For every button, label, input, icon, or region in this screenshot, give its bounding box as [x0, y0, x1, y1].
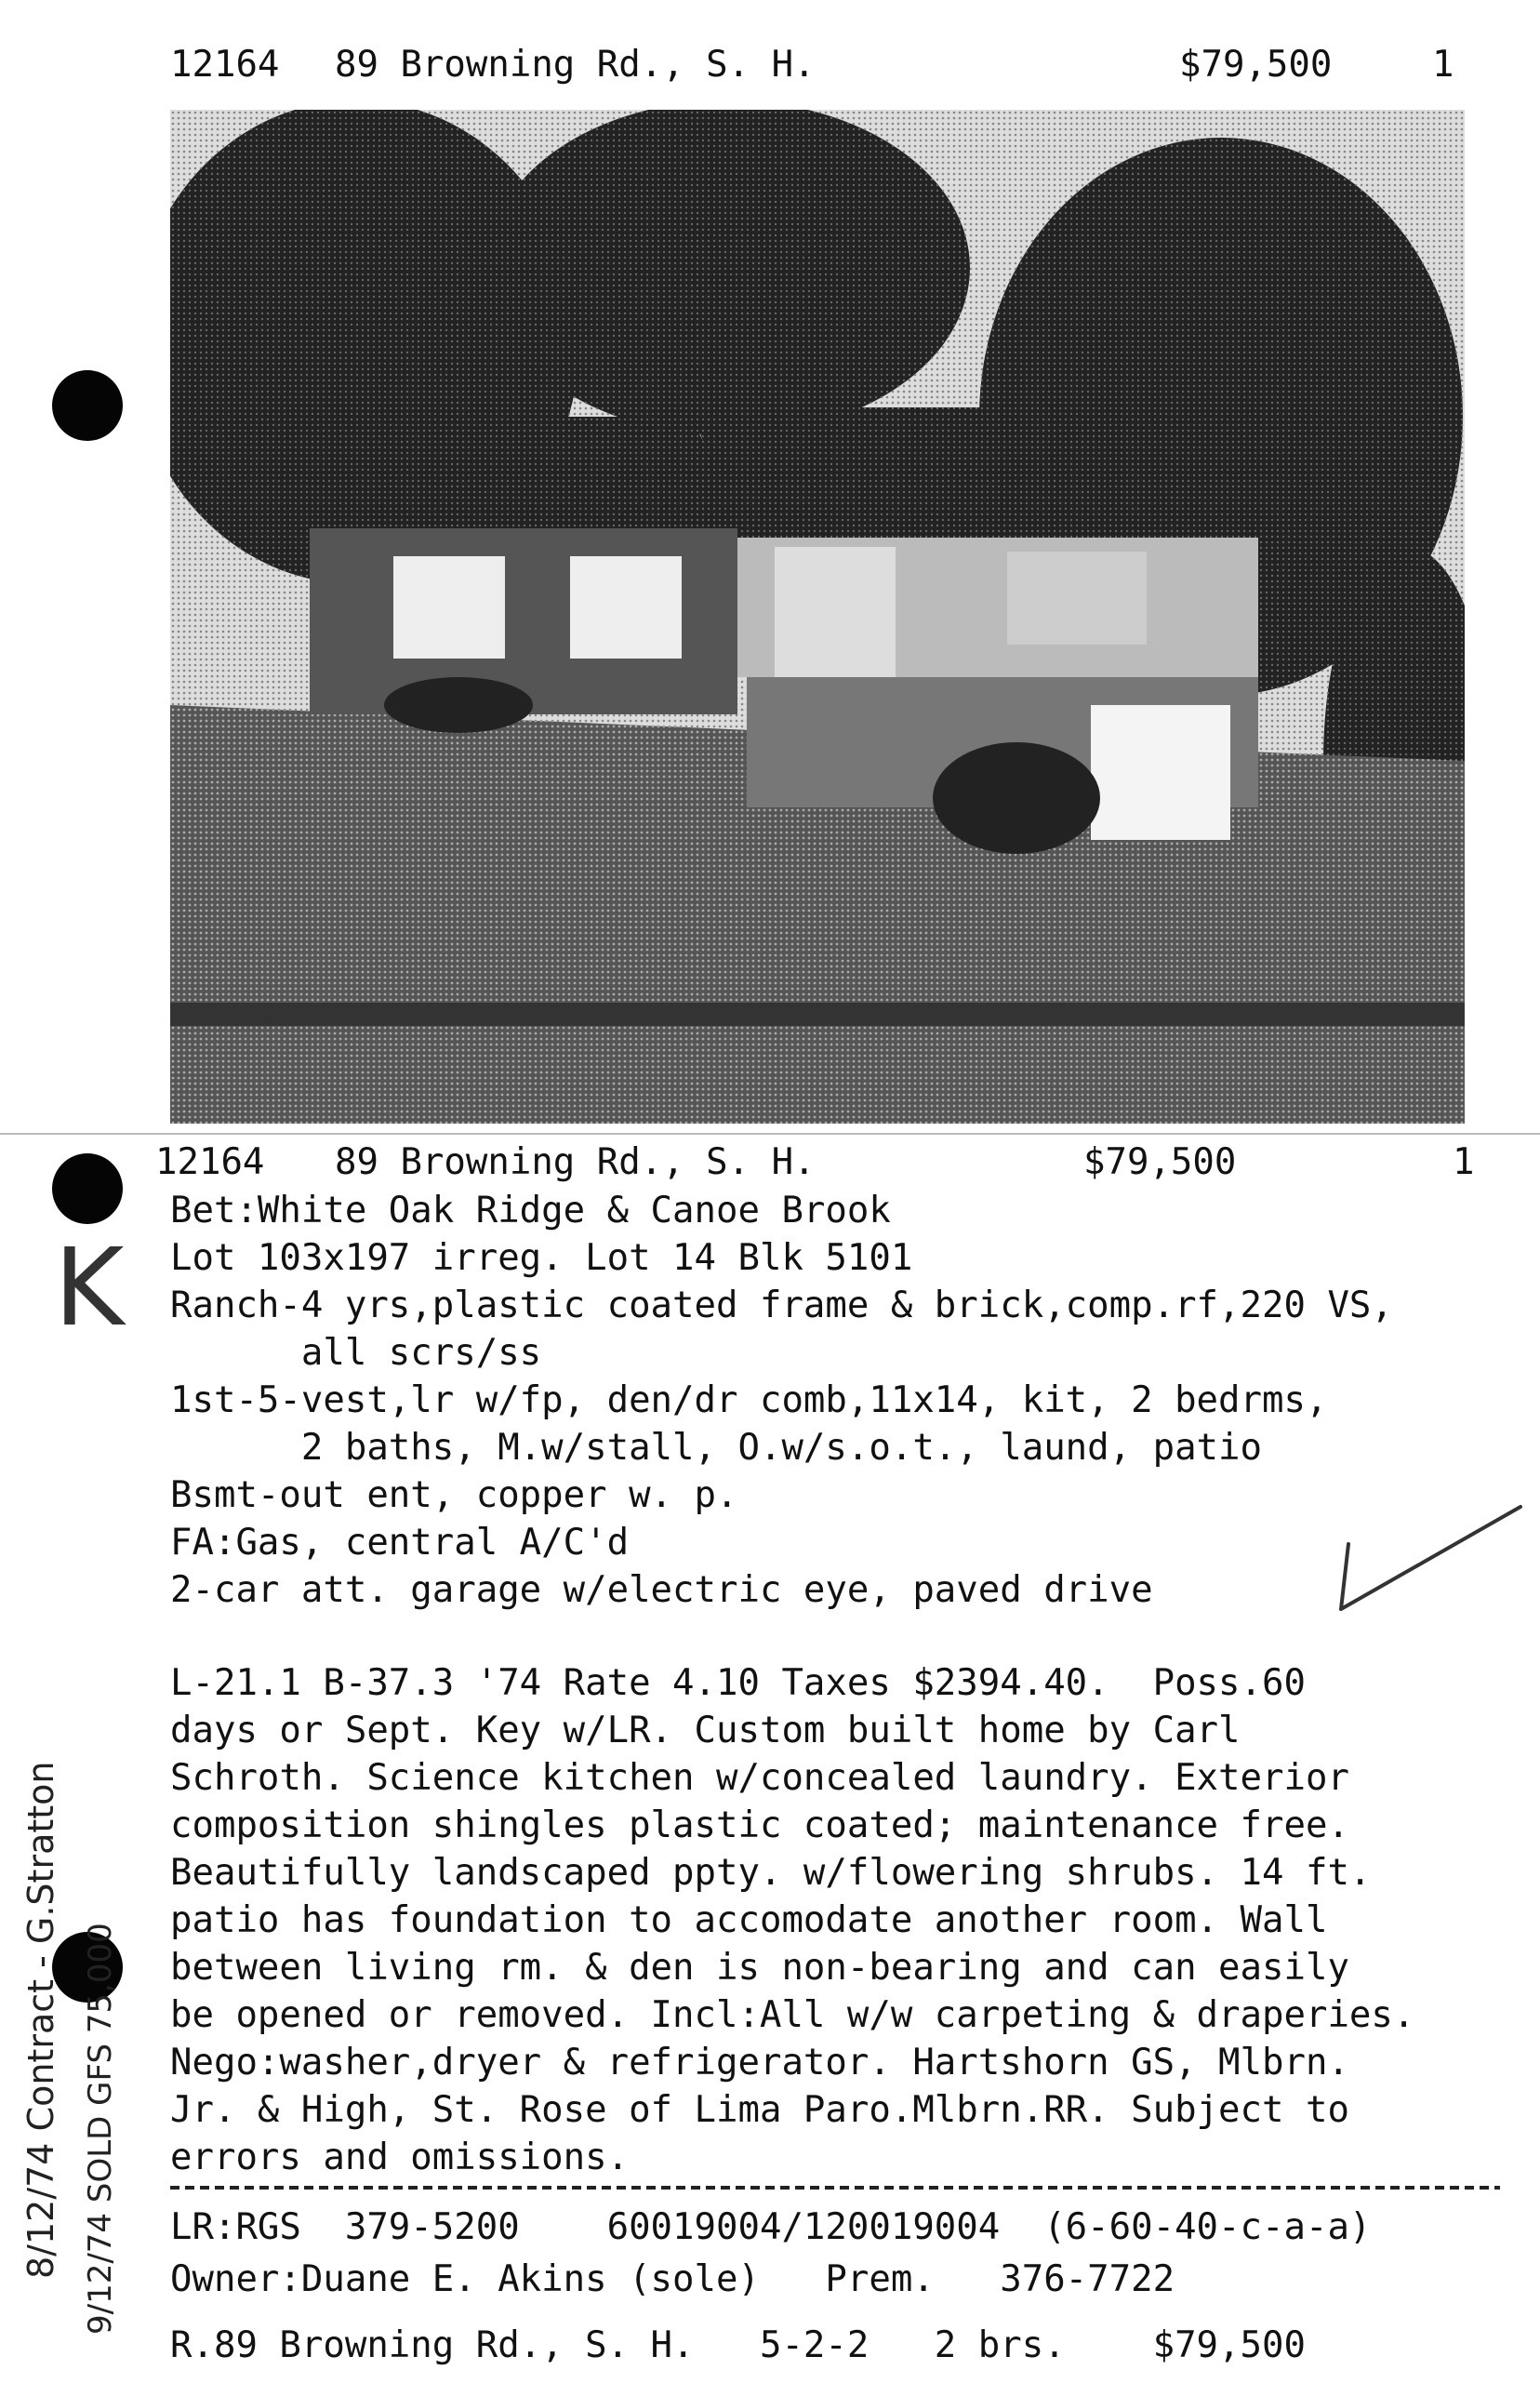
card-listing-number: 12164	[155, 1141, 265, 1183]
detail-line: 1st-5-vest,lr w/fp, den/dr comb,11x14, kit, 2 bedrms,	[170, 1379, 1328, 1421]
remarks-line: Schroth. Science kitchen w/concealed laundry. Exterior	[170, 1757, 1349, 1799]
remarks-line: composition shingles plastic coated; maintenance free.	[170, 1804, 1349, 1846]
card-fold-line	[0, 1133, 1540, 1135]
card-page-number: 1	[1453, 1141, 1475, 1183]
house-photo	[170, 110, 1465, 1124]
remarks-line: Nego:washer,dryer & refrigerator. Hartshorn GS, Mlbrn.	[170, 2042, 1349, 2083]
detail-line: 2 baths, M.w/stall, O.w/s.o.t., laund, patio	[170, 1427, 1262, 1469]
remarks-line: patio has foundation to accomodate another room. Wall	[170, 1899, 1328, 1941]
remarks-line: Beautifully landscaped ppty. w/flowering shrubs. 14 ft.	[170, 1852, 1372, 1894]
detail-line: Ranch-4 yrs,plastic coated frame & brick,comp.rf,220 VS,	[170, 1285, 1393, 1326]
remarks-line: errors and omissions.	[170, 2137, 630, 2178]
header-address: 89 Browning Rd., S. H.	[335, 44, 816, 86]
remarks-line: days or Sept. Key w/LR. Custom built home by Carl	[170, 1710, 1241, 1751]
remarks-line: L-21.1 B-37.3 '74 Rate 4.10 Taxes $2394.40. Poss.60	[170, 1662, 1306, 1704]
detail-line: FA:Gas, central A/C'd	[170, 1522, 630, 1564]
handwritten-letter: K	[54, 1226, 125, 1351]
card-price: $79,500	[1083, 1141, 1237, 1183]
sold-annotation: 9/12/74 SOLD GFS 75,000	[82, 1923, 119, 2335]
header-page-number: 1	[1432, 44, 1454, 86]
footer-line: R.89 Browning Rd., S. H. 5-2-2 2 brs. $79,500	[170, 2324, 1306, 2366]
punch-hole	[52, 1153, 123, 1224]
detail-line: 2-car att. garage w/electric eye, paved drive	[170, 1569, 1153, 1611]
check-mark-icon	[1330, 1498, 1534, 1618]
detail-line: Bsmt-out ent, copper w. p.	[170, 1474, 738, 1516]
header-price: $79,500	[1179, 44, 1333, 86]
remarks-line: between living rm. & den is non-bearing and can easily	[170, 1947, 1349, 1989]
footer-line: LR:RGS 379-5200 60019004/120019004 (6-60-40-c-a-a)	[170, 2206, 1372, 2248]
detail-line: Bet:White Oak Ridge & Canoe Brook	[170, 1190, 891, 1231]
card-address: 89 Browning Rd., S. H.	[335, 1141, 816, 1183]
contract-annotation: 8/12/74 Contract - G.Stratton	[20, 1761, 61, 2279]
punch-hole	[52, 370, 123, 441]
remarks-line: Jr. & High, St. Rose of Lima Paro.Mlbrn.RR. Subject to	[170, 2089, 1349, 2131]
remarks-line: be opened or removed. Incl:All w/w carpeting & draperies.	[170, 1994, 1415, 2036]
detail-line: Lot 103x197 irreg. Lot 14 Blk 5101	[170, 1237, 913, 1279]
footer-line: Owner:Duane E. Akins (sole) Prem. 376-7722	[170, 2258, 1175, 2300]
detail-line: all scrs/ss	[170, 1332, 542, 1374]
dashed-divider	[170, 2186, 1500, 2190]
header-listing-number: 12164	[170, 44, 280, 86]
